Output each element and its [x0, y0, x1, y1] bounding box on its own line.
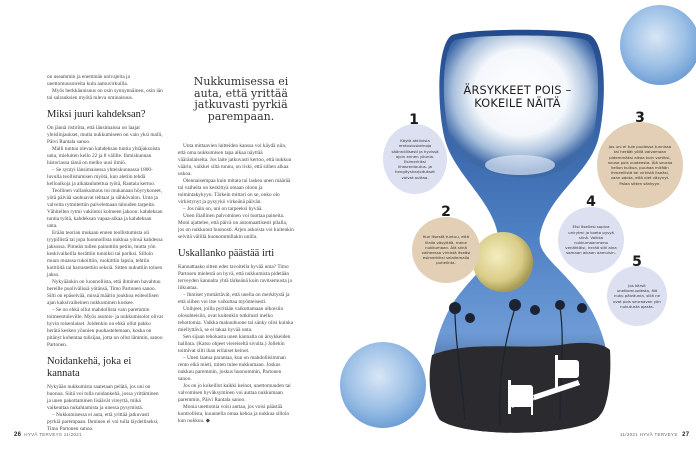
- pull-quote: Nukkumisessa ei auta, että yrittää jatkuvasti pyrkiä parempaan.: [193, 75, 289, 123]
- paragraph: Kannattaako sitten edes tavoitella hyvää unta? Timo Partosen mielestä on hyvä, että nukkumista pidetään terveyden kannalta yhtä tärkeänä kuin ravitsemusta ja liikuntaa.: [178, 264, 292, 291]
- paragraph: On jännä ristiriita, että länsimaissa on laajat yleislinjaukset, mutta nukkumiseen on vain yksi malli, Päivi Rantala sanoo.: [47, 125, 163, 145]
- folio-label: 11/2021 HYVÄ TERVEYS: [620, 432, 678, 437]
- right-page: [348, 0, 696, 450]
- tip-1-number: 1: [409, 112, 419, 128]
- paragraph: Unen lliallinen palvominen voi tuottaa paineita. Moni ajattelee, että päivä on automaattisesti pilalla, jos on nukkunut huonosti. Arjen askoista voi kuitenkin selvitä välillä huonommillakin unilla.: [178, 213, 294, 240]
- paragraph: Nykyään nukkumista saatetaan pelätä, jos uni on huonoa. Siitä voi tulla noidankehä, jossa yrittäminen ja unen pakottaminen lisäävät vireyttä, mikä vaikeuttaa nukahtamista ja unessa pysymistä.: [47, 384, 159, 411]
- folio-label: HYVÄ TERVEYS 11/2021: [24, 432, 82, 437]
- tip-1: Käytä aktiivisia rentoutuskeinoja säännöllisesti ja hyvissä ajoin ennen yöunia. Esimerkiksi lihasrentoutus- ja hengitysharjoitukset voivat auttaa.: [383, 124, 447, 194]
- paragraph: – Jos näin on, uni on tarpeeksi hyvää.: [183, 206, 263, 212]
- paragraph: Sen sijaan tehokasta unen kannalta on ärsykkeiden hallinta. (Katso ohjeet viereiseltä sivulta.) Jollekin toimivat silti ihan erilaiset keinot.: [178, 334, 291, 354]
- folio-right: [620, 432, 689, 438]
- tip-5: Jos kärsit unettomuudesta, älä nuku päiväunia, sillä ne ovat pois seuraavan yön nukutusta ajasta.: [607, 266, 667, 326]
- section-heading: Uskallanko päästää irti: [178, 248, 275, 259]
- infographic-title: [440, 84, 595, 110]
- paragraph: Myös herkkäunisuus on osin synnynnäinen, osin iän tai sairauksien myötä tuleva ominaisuus.: [47, 88, 163, 101]
- paragraph: Jos on jo kokeillut kaikki keinot, unettomuuden tai valvomisen hyväksyminen voi auttaa nukkumaan paremmin, Päivi Rantala sanoo.: [178, 383, 291, 403]
- paragraph: – Ihmiset ymmärtävät, että unella on merkitystä ja että siihen voi itse vaikuttaa myönteisesti.: [178, 292, 290, 305]
- title-line-1: ÄRSYKKEET POIS –: [463, 84, 572, 97]
- paragraph: Monia unettomia voisi auttaa, jos voisi päästää kontrollista, kuunnella omaa kehoa ja nukkua silloin kun nukkuu. ◆: [178, 404, 290, 424]
- section-heading: Noidankehä, joka ei kannata: [47, 356, 132, 379]
- tip-3-number: 3: [635, 110, 645, 126]
- tip-4: Etsi itsellesi sopiva unirytmi ja koeta pysyä siinä. Vaikka nukkumaanmeno venähtäisi, herää silti aina samaan aikaan aamuisin.: [558, 207, 624, 273]
- paragraph: Unihjeet, joilla pyritään vaikuttamaan ulkoisiin olosuhteisiin, ovat kuitenkin tutkitusti melko tehottomia. Vaikka makuuhuone tai sänky olisi kuinka miellyttävä, se ei takaa hyvää unta.: [178, 306, 294, 333]
- paragraph: on useammin ja enemmän univajeita ja unettomuusoireita kuin aamuvirkuilla.: [47, 74, 130, 87]
- tip-3: Jos uni ei tule puolessa tunnissa tai heräät yöllä valvomaan pidemmäksi aikaa kuin vartiksi, nouse pois vuoteesta. Älä seuraa kellon kulkua, puuhaa mitään ihmeellistä tai virkistä itseäsi, vaan odota, että olet väsynyt. Palaa sitten sänkyyn.: [597, 122, 683, 208]
- paragraph: Erään teorian mukaan ennen teollistumista oli tyypillistä tai jopa luonnollista nukkua yönsä kahdessa jaksossa. Pimeän tullen painuttiin petiin, mutta yön keskivaiheilla herättiin tunniksi tai pariksi. Silloin muun muassa rukoiltiin, ruokittiin lapsia, tehtiin kotitöitä tai harrastettiin seksiä. Sitten nukuttiin toinen jakso.: [47, 230, 163, 278]
- paragraph: – Nukkumisessa ei auta, että yrittää jatkuvasti pyrkiä parempaan. Ihminen ei voi tulla täydelliseksi, Timo Partonen sanoo.: [47, 412, 159, 432]
- paragraph: – Se syntyi länsimaisessa yhteiskunnassa 1800-luvulla teollistumisen myötä, kun aletiin tehdä kelloaikoja ja aikataulutettua työtä, Rantala kertoo.: [47, 167, 156, 187]
- paragraph: Nykyäänkin on luonnollista, että ihminen havahtuu hereille puolivälissä yötänsä, Timo Partonen sanoo. Silti on epäselvää, missä määrin joukkoa esiteollisen ajan kaksivaiheinen nukkuminen koskee.: [47, 279, 161, 306]
- section-heading: Miksi juuri kahdeksan?: [47, 109, 146, 120]
- paragraph: Malli tuntuu olevan kahdeksan tuntia yhtäjaksoista unta, mieluiten kello 22 ja 8 välille. Ihmiskunnan historiassa tämä on melko uusi ilmiö.: [47, 146, 160, 166]
- page-number: 26: [14, 432, 22, 438]
- tip-4-number: 4: [586, 194, 596, 210]
- paragraph: – Se on ehkä ollut mahdollista vain paremmin toimeentuleville. Myös asumis- ja nukkumisolot olivat hyvin toisenlaiset. Joidenkin on ehkä ollut pakko herätä kesken yöunien puuhastelemaan, koska on pitänyt kohentaa tulisijaa, jotta on ollut lämmin, sanoo Partonen.: [47, 307, 163, 348]
- tip-2-number: 2: [441, 204, 451, 220]
- paragraph: Unta mittaavien laitteiden kanssa voi käydä niin, että oma nukkumisen tapa alkaa näyttää vääränlaiselta. Jos laite jatkuvasti kertoo, että nukkuu väärin, vaikkei siltä tunnu, on riski, että siihen alkaa uskoa.: [178, 143, 292, 177]
- paragraph: – Unen laatua parantaa, kun on mahdollisimman rento eikä mieti, miten tulee nukkumaan. Joskus nukkuu paremmin, joskus huonommin, Partonen sanoo.: [178, 355, 286, 382]
- paragraph: Teollinen vallankumous toi mukanaan höyrykoneet, yötä päivää sauhuavat tehtaat ja sähkövalon. Unta ja valveita rytmitettiin palvelemaan talouden tarpeita. Vähitellen rytmi vakiintui kolmeen jakoon: kahdeksan tuntia työtä, kahdeksan vapaa-aikaa ja kahdeksan unta.: [47, 188, 163, 229]
- tip-5-number: 5: [632, 254, 642, 270]
- tip-2: Kun itsestä tuntuu, että illalla väsyttää, mene nukkumaan. Älä siinä vaiheessa virkistä itseäsi esimerkiksi selailemalla puhelinta.: [412, 217, 480, 283]
- page-number: 27: [682, 432, 690, 438]
- paragraph: Olennaisempaa kuin mitata tai laskea unen määrää tai vaiheita on keskittyä omaan oloon ja toimintakykyyn. Tärkein mittari on se, onko olo virkistynyt ja pysyykö virkeänä päivän.: [178, 178, 291, 205]
- title-line-2: KOKEILE NÄITÄ: [474, 97, 561, 110]
